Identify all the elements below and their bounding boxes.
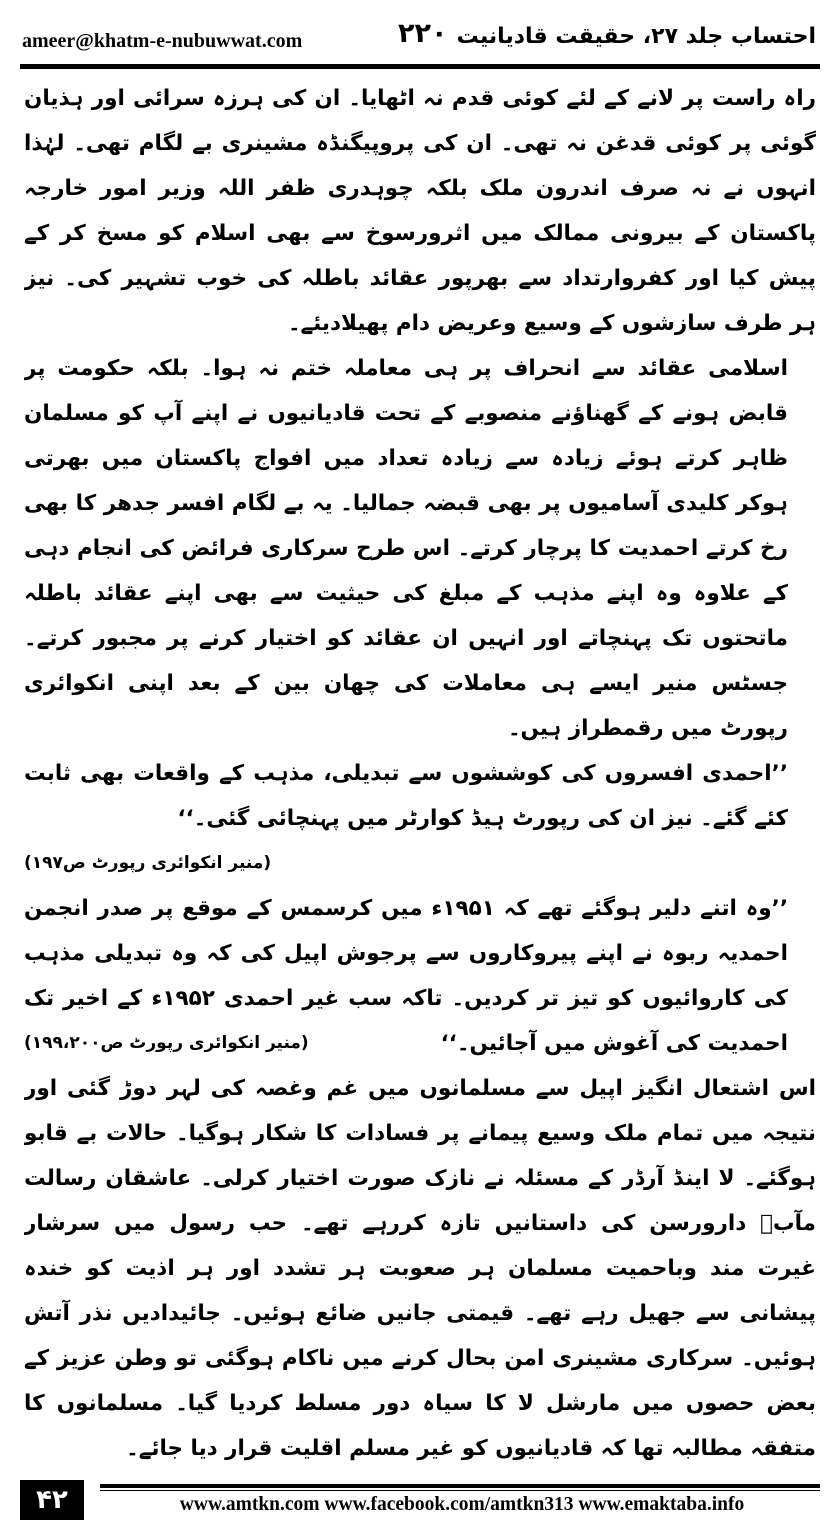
header-page-number: ۲۲۰: [398, 18, 448, 49]
quote-1-reference: (منیر انکوائری رپورٹ ص۱۹۷): [24, 853, 272, 873]
quote-2-reference: (منیر انکوائری رپورٹ ص۱۹۹،۲۰۰): [24, 1033, 309, 1053]
footer-urls: www.amtkn.com www.facebook.com/amtkn313 www.emaktaba.info: [179, 1494, 745, 1515]
header-email: ameer@khatm-e-nubuwwat.com: [22, 30, 303, 52]
footer-rule: [100, 1484, 820, 1488]
footer-rule-thin: [100, 1490, 820, 1491]
paragraph-2: اسلامی عقائد سے انحراف پر ہی معاملہ ختم نہ ہوا۔ بلکہ حکومت پر قابض ہونے کے گھناؤنے منصوبے کے تحت قادیانیوں نے اپنے آپ کو مسلمان ظاہر کرتے ہوئے زیادہ سے زیادہ تعداد میں افواج پاکستان میں بھرتی ہوکر کلیدی آسامیوں پر بھی قبضہ جمالیا۔ یہ بے لگام افسر جدھر کا بھی رخ کرتے احمدیت کا پرچار کرتے۔ اس طرح سرکاری فرائض کی انجام دہی کے علاوہ وہ اپنے مذہب کے مبلغ کی حیثیت سے بھی اپنے عقائد باطلہ ماتحتوں تک پہنچاتے اور انہیں ان عقائد کو اختیار کرنے پر مجبور کرتے۔ جسٹس منیر ایسے ہی معاملات کی چھان بین کے بعد اپنی انکوائری رپورٹ میں رقمطراز ہیں۔: [24, 356, 788, 741]
paragraph-3: اس اشتعال انگیز اپیل سے مسلمانوں میں غم وغصہ کی لہر دوڑ گئی اور نتیجہ میں تمام ملک وسیع پیمانے پر فسادات کا شکار ہوگیا۔ حالات بے قابو ہوگئے۔ لا اینڈ آرڈر کے مسئلہ نے نازک صورت اختیار کرلی۔ عاشقان رسالت مآبؐ دارورسن کی داستانیں تازہ کررہے تھے۔ حب رسول میں سرشار غیرت مند وباحمیت مسلمان ہر صعوبت ہر تشدد اور ہر اذیت کو خندہ پیشانی سے جھیل رہے تھے۔ قیمتی جانیں ضائع ہوئیں۔ جائیدادیں نذر آتش ہوئیں۔ سرکاری مشینری امن بحال کرنے میں ناکام ہوگئی تو وطن عزیز کے بعض حصوں میں مارشل لا کا سیاہ دور مسلط کردیا گیا۔ مسلمانوں کا متفقہ مطالبہ تھا کہ قادیانیوں کو غیر مسلم اقلیت قرار دیا جائے۔: [24, 1076, 816, 1461]
footer-page-number: ۴۲: [20, 1480, 84, 1520]
quote-2-text: ’’وہ اتنے دلیر ہوگئے تھے کہ ۱۹۵۱ء میں کرسمس کے موقع پر صدر انجمن احمدیہ ربوہ نے اپنے پیروکاروں سے پرجوش اپیل کی کہ وہ تبدیلی مذہب کی کاروائیوں کو تیز تر کردیں۔ تاکہ سب غیر احمدی ۱۹۵۲ء کے اخیر تک احمدیت کی آغوش میں آجائیں۔‘‘: [24, 896, 788, 1056]
paragraph-1: راہ راست پر لانے کے لئے کوئی قدم نہ اٹھایا۔ ان کی ہرزہ سرائی اور ہذیان گوئی پر کوئی قدغن نہ تھی۔ ان کی پروپیگنڈہ مشینری بے لگام تھی۔ لہٰذا انہوں نے نہ صرف اندرون ملک بلکہ چوہدری ظفر اللہ وزیر امور خارجہ پاکستان کے بیرونی ممالک میں اثرورسوخ سے بھی اسلام کو مسخ کر کے پیش کیا اور کفروارتداد سے بھرپور عقائد باطلہ کی خوب تشہیر کی۔ نیز ہر طرف سازشوں کے وسیع وعریض دام پھیلادیئے۔: [24, 86, 816, 336]
page-footer: [20, 1478, 820, 1524]
quote-1: [24, 751, 816, 886]
page-body: [24, 76, 816, 1471]
header-title: احتساب جلد ۲۷، حقیقت قادیانیت: [456, 24, 816, 49]
page-header: [20, 14, 820, 62]
quote-1-text: ’’احمدی افسروں کی کوششوں سے تبدیلی، مذہب کے واقعات بھی ثابت کئے گئے۔ نیز ان کی رپورٹ ہیڈ کوارٹر میں پہنچائی گئی۔‘‘: [24, 761, 788, 831]
header-rule: [20, 64, 820, 69]
quote-2: [24, 886, 816, 1066]
